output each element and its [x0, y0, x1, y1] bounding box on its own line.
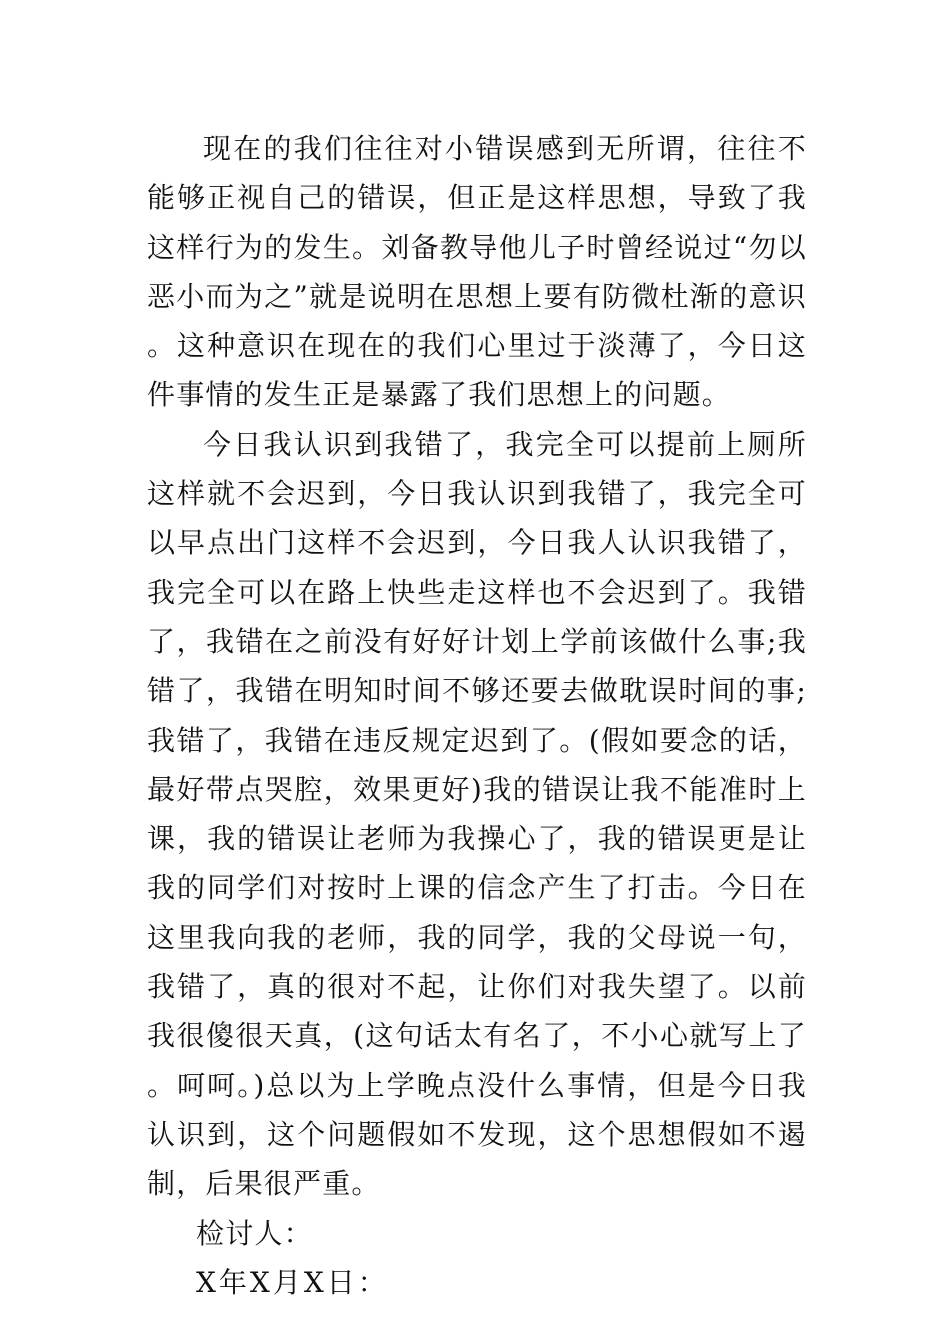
paragraph-1: 现在的我们往往对小错误感到无所谓，往往不能够正视自己的错误，但正是这样思想，导致了我这样行为的发生。刘备教导他儿子时曾经说过“勿以恶小而为之”就是说明在思想上要有防微杜渐的意识。这种意识在现在的我们心里过于淡薄了，今日这件事情的发生正是暴露了我们思想上的问题。 [147, 132, 807, 412]
document-body [147, 124, 807, 1307]
paragraph-2: 今日我认识到我错了，我完全可以提前上厕所这样就不会迟到，今日我认识到我错了，我完全可以早点出门这样不会迟到，今日我人认识我错了，我完全可以在路上快些走这样也不会迟到了。我错了，我错在之前没有好好计划上学前该做什么事;我错了，我错在明知时间不够还要去做耽误时间的事;我错了，我错在违反规定迟到了。(假如要念的话，最好带点哭腔，效果更好)我的错误让我不能准时上课，我的错误让老师为我操心了，我的错误更是让我的同学们对按时上课的信念产生了打击。今日在这里我向我的老师，我的同学，我的父母说一句，我错了，真的很对不起，让你们对我失望了。以前我很傻很天真，(这句话太有名了，不小心就写上了。呵呵。)总以为上学晚点没什么事情，但是今日我认识到，这个问题假如不发现，这个思想假如不遏制，后果很严重。 [147, 427, 807, 1201]
signature-label: 检讨人： [196, 1216, 313, 1250]
date-line: X年X月X日： [196, 1265, 389, 1299]
